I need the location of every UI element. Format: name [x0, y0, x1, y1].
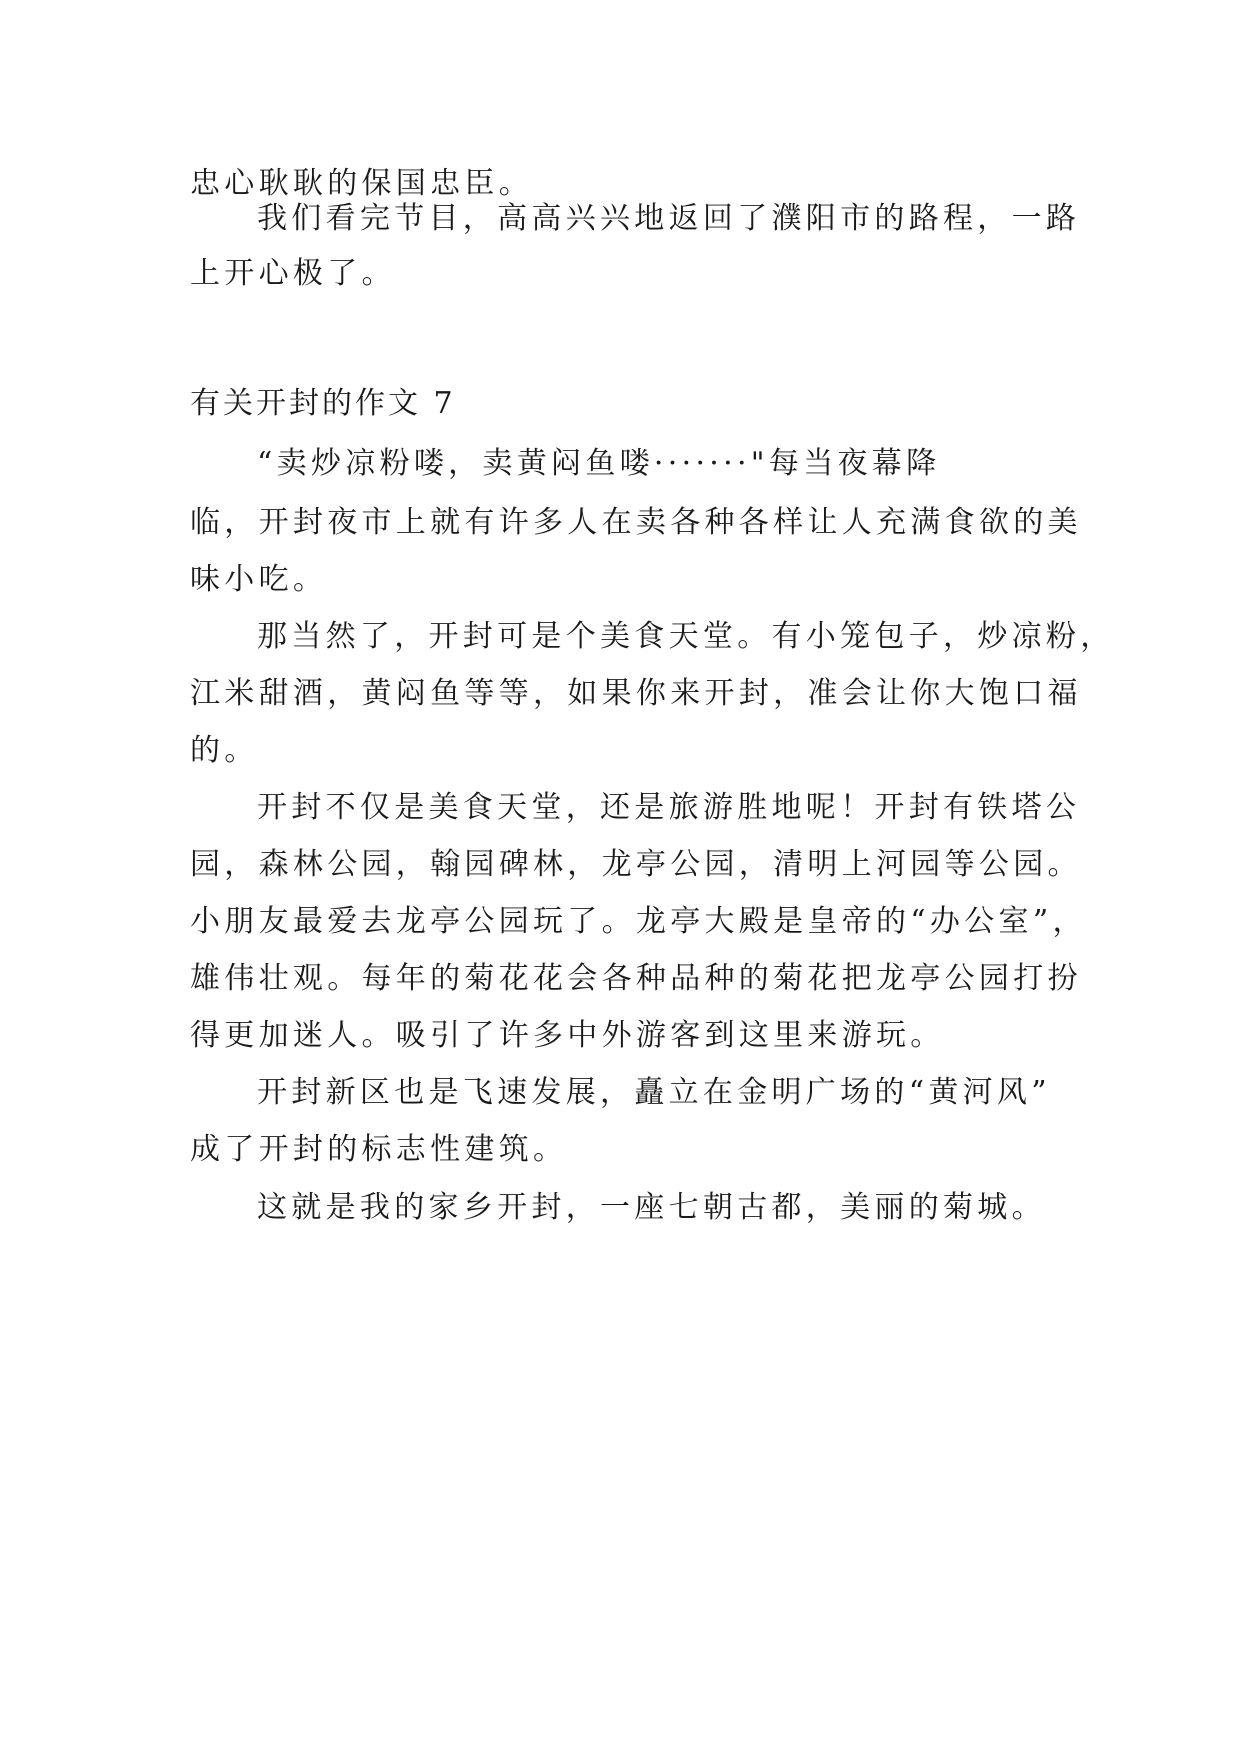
paragraph-line: 开封新区也是飞速发展，矗立在金明广场的“黄河风” [257, 1075, 1051, 1110]
paragraph-line: 那当然了，开封可是个美食天堂。有小笼包子，炒凉粉， [257, 619, 1115, 654]
paragraph-line: 的。 [190, 733, 259, 768]
paragraph-line: 园，森林公园，翰园碑林，龙亭公园，清明上河园等公园。 [190, 847, 1082, 882]
paragraph-line: 上开心极了。 [190, 256, 396, 291]
paragraph-line: “卖炒凉粉喽，卖黄闷鱼喽·······"每当夜幕降 [257, 446, 941, 481]
paragraph-line: 雄伟壮观。每年的菊花花会各种品种的菊花把龙亭公园打扮 [190, 961, 1082, 996]
paragraph-line: 小朋友最爱去龙亭公园玩了。龙亭大殿是皇帝的“办公室”， [190, 904, 1087, 939]
paragraph-line: 味小吃。 [190, 562, 328, 597]
paragraph-line: 这就是我的家乡开封，一座七朝古都，美丽的菊城。 [257, 1190, 1046, 1225]
paragraph-line: 江米甜酒，黄闷鱼等等，如果你来开封，准会让你大饱口福 [190, 676, 1082, 711]
paragraph-line: 得更加迷人。吸引了许多中外游客到这里来游玩。 [190, 1018, 945, 1053]
paragraph-line: 开封不仅是美食天堂，还是旅游胜地呢！开封有铁塔公 [257, 790, 1081, 825]
paragraph-line: 成了开封的标志性建筑。 [190, 1132, 568, 1167]
paragraph-line: 临，开封夜市上就有许多人在卖各种各样让人充满食欲的美 [190, 505, 1082, 540]
section-heading: 有关开封的作文 7 [190, 386, 456, 421]
paragraph-line: 我们看完节目，高高兴兴地返回了濮阳市的路程，一路 [257, 201, 1081, 236]
paragraph-line: 忠心耿耿的保国忠臣。 [190, 166, 533, 201]
